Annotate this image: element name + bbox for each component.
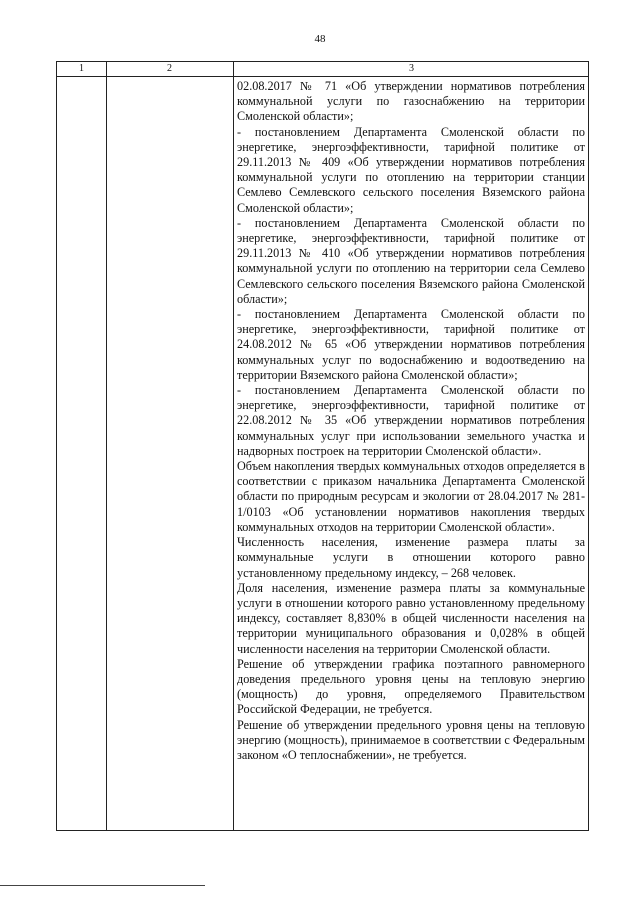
page-number: 48 (314, 33, 326, 45)
paragraph: Объем накопления твердых коммунальных отходов определяется в соответствии с приказом начальника Департамента Смоленской области по природным ресурсам и экологии от 28.04.2017 № 281-1/0103 «Об установлении нормативов накопления твердых коммунальных отходов на территории Смоленской области». (237, 459, 585, 534)
document-table (56, 61, 589, 831)
column-header-1: 1 (79, 63, 84, 74)
paragraph: Решение об утверждении графика поэтапного равномерного доведения предельного уровня цены на тепловую энергию (мощность) до уровня, определяемого Правительством Российской Федерации, не требуется. (237, 656, 585, 717)
paragraph: - постановлением Департамента Смоленской области по энергетике, энергоэффективности, тарифной политике от 29.11.2013 № 409 «Об утверждении нормативов потребления коммунальной услуги по отоплению на территории станции Семлево Семлевского сельского поселения Вяземского района Смоленской области»; (237, 124, 585, 215)
paragraph: Решение об утверждении предельного уровня цены на тепловую энергию (мощность), принимаемое в соответствии с Федеральным законом «О теплоснабжении», не требуется. (237, 717, 585, 762)
column-header-3: 3 (409, 63, 414, 74)
paragraph: Доля населения, изменение размера платы за коммунальные услуги в отношении которого равно установленному предельному индексу, составляет 8,830% в общей численности населения на территории муниципального образования и 0,028% в общей численности населения на территории Смоленской области. (237, 580, 585, 656)
paragraph: - постановлением Департамента Смоленской области по энергетике, энергоэффективности, тарифной политике от 22.08.2012 № 35 «Об утверждении нормативов потребления коммунальных услуг при использовании земельного участка и надворных построек на территории Смоленской области». (237, 383, 585, 458)
paragraph: 02.08.2017 № 71 «Об утверждении нормативов потребления коммунальной услуги по газоснабжению на территории Смоленской области»; (237, 79, 585, 124)
paragraph: - постановлением Департамента Смоленской области по энергетике, энергоэффективности, тарифной политике от 24.08.2012 № 65 «Об утверждении нормативов потребления коммунальных услуг по водоснабжению и водоотведению на территории Вяземского района Смоленской области»; (237, 307, 585, 382)
paragraph: Численность населения, изменение размера платы за коммунальные услуги в отношении которого равно установленному предельному индексу, – 268 человек. (237, 535, 585, 580)
column-header-2: 2 (167, 63, 172, 74)
column-divider-2 (233, 62, 234, 830)
column-3-content (237, 79, 585, 763)
header-divider (57, 76, 588, 77)
paragraph: - постановлением Департамента Смоленской области по энергетике, энергоэффективности, тарифной политике от 29.11.2013 № 410 «Об утверждении нормативов потребления коммунальной услуги по отоплению на территории села Семлево Семлевского сельского поселения Вяземского района Смоленской области»; (237, 215, 585, 306)
footer-divider (0, 885, 205, 886)
column-divider-1 (106, 62, 107, 830)
